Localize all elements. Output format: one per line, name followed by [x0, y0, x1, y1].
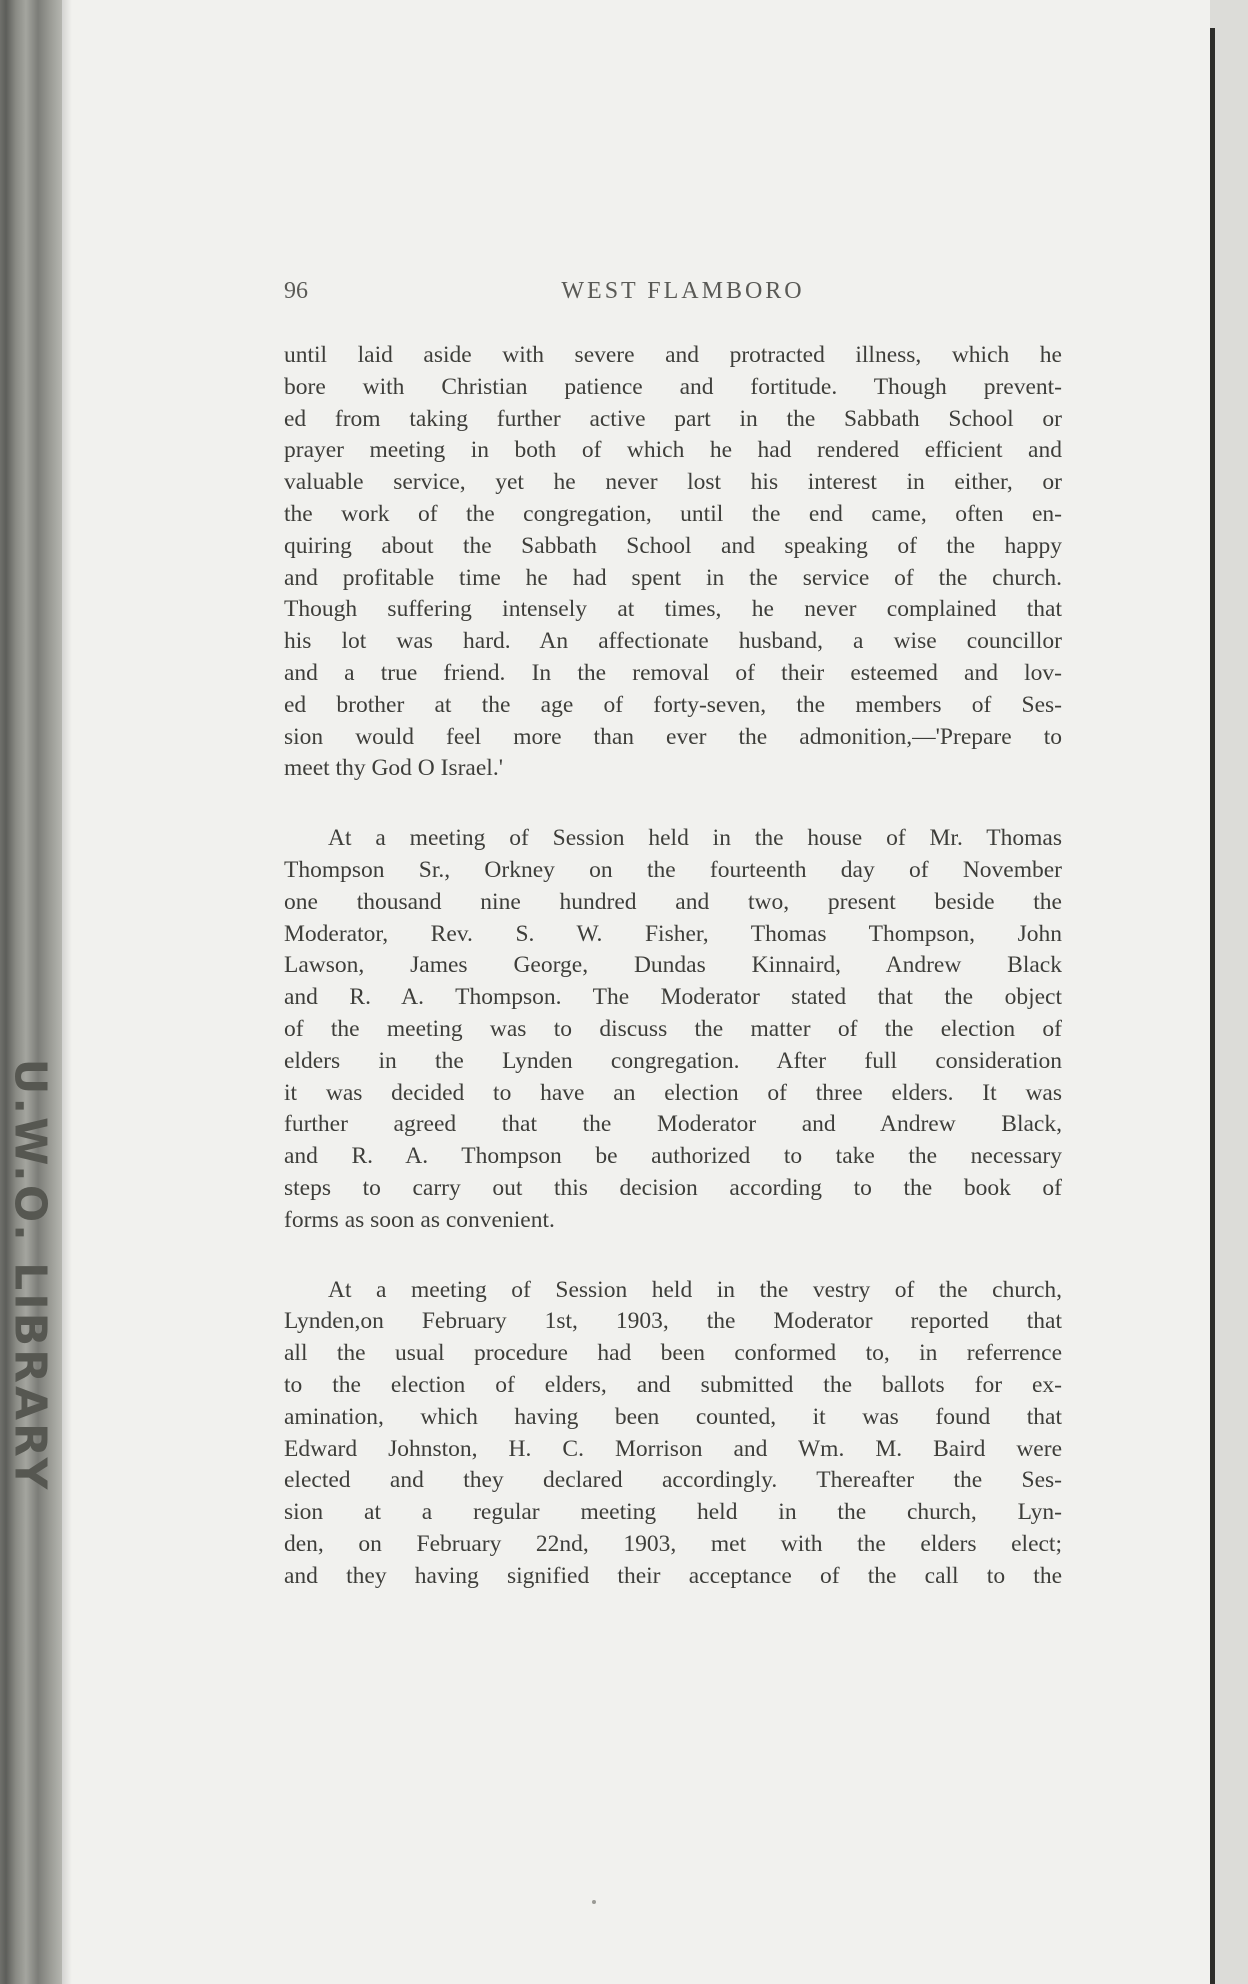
text-line: sion at a regular meeting held in the church, Lyn- — [284, 1499, 1062, 1526]
text-line: and a true friend. In the removal of their esteemed and lov- — [284, 659, 1062, 686]
text-line: forms as soon as convenient. — [284, 1206, 555, 1233]
text-line: ed from taking further active part in the Sabbath School or — [284, 405, 1062, 432]
gutter-shadow — [62, 0, 72, 1984]
library-stamp-text: U.W.O. LIBRARY — [4, 1058, 56, 1492]
text-line: and they having signified their acceptance of the call to the — [284, 1562, 1062, 1589]
text-line: and R. A. Thompson be authorized to take the necessary — [284, 1143, 1062, 1170]
facing-page-edge — [1210, 0, 1248, 1984]
text-line: valuable service, yet he never lost his interest in either, or — [284, 469, 1062, 496]
text-line: ed brother at the age of forty-seven, the members of Ses- — [284, 691, 1062, 718]
text-line: until laid aside with severe and protracted illness, which he — [284, 342, 1062, 368]
text-line: elders in the Lynden congregation. After full consideration — [284, 1047, 1062, 1074]
text-line: the work of the congregation, until the end came, often en- — [284, 500, 1062, 527]
paragraph-3 — [284, 1275, 1062, 1593]
text-line: den, on February 22nd, 1903, met with the elders elect; — [284, 1530, 1062, 1557]
page-speck — [592, 1900, 596, 1904]
text-line: amination, which having been counted, it was found that — [284, 1403, 1062, 1430]
library-stamp — [5, 955, 55, 1595]
text-line: bore with Christian patience and fortitude. Though prevent- — [284, 373, 1062, 400]
text-line: Lynden,on February 1st, 1903, the Moderator reported that — [284, 1308, 1062, 1335]
text-line: his lot was hard. An affectionate husband, a wise councillor — [284, 628, 1062, 655]
running-title: WEST FLAMBORO — [561, 278, 805, 304]
text-line: Thompson Sr., Orkney on the fourteenth day of November — [284, 856, 1062, 883]
text-line: it was decided to have an election of three elders. It was — [284, 1079, 1062, 1106]
text-line: sion would feel more than ever the admonition,—'Prepare to — [284, 723, 1062, 750]
text-line: Moderator, Rev. S. W. Fisher, Thomas Thompson, John — [284, 920, 1062, 947]
text-line: further agreed that the Moderator and Andrew Black, — [284, 1111, 1062, 1138]
text-line: Though suffering intensely at times, he never complained that — [284, 596, 1062, 623]
facing-page-edge-line — [1210, 28, 1215, 1984]
page-header — [284, 278, 1062, 318]
text-line: At a meeting of Session held in the house of Mr. Thomas — [328, 825, 1062, 852]
text-line: meet thy God O Israel.' — [284, 755, 503, 782]
text-line: steps to carry out this decision according to the book of — [284, 1174, 1062, 1201]
text-line: prayer meeting in both of which he had rendered efficient and — [284, 437, 1062, 464]
text-line: one thousand nine hundred and two, present beside the — [284, 888, 1062, 915]
paragraph-2 — [284, 823, 1062, 1236]
text-line: At a meeting of Session held in the vestry of the church, — [328, 1276, 1062, 1303]
text-line: elected and they declared accordingly. Thereafter the Ses- — [284, 1467, 1062, 1494]
text-line: of the meeting was to discuss the matter of the election of — [284, 1015, 1062, 1042]
text-line: all the usual procedure had been conformed to, in referrence — [284, 1340, 1062, 1367]
text-line: quiring about the Sabbath School and speaking of the happy — [284, 532, 1062, 559]
text-line: to the election of elders, and submitted the ballots for ex- — [284, 1371, 1062, 1398]
text-line: and R. A. Thompson. The Moderator stated that the object — [284, 984, 1062, 1011]
paragraph-1 — [284, 340, 1062, 785]
text-line: Lawson, James George, Dundas Kinnaird, Andrew Black — [284, 952, 1062, 979]
text-line: Edward Johnston, H. C. Morrison and Wm. M. Baird were — [284, 1435, 1062, 1462]
text-line: and profitable time he had spent in the service of the church. — [284, 564, 1062, 591]
body-text — [284, 340, 1062, 1592]
page-number: 96 — [284, 278, 308, 304]
